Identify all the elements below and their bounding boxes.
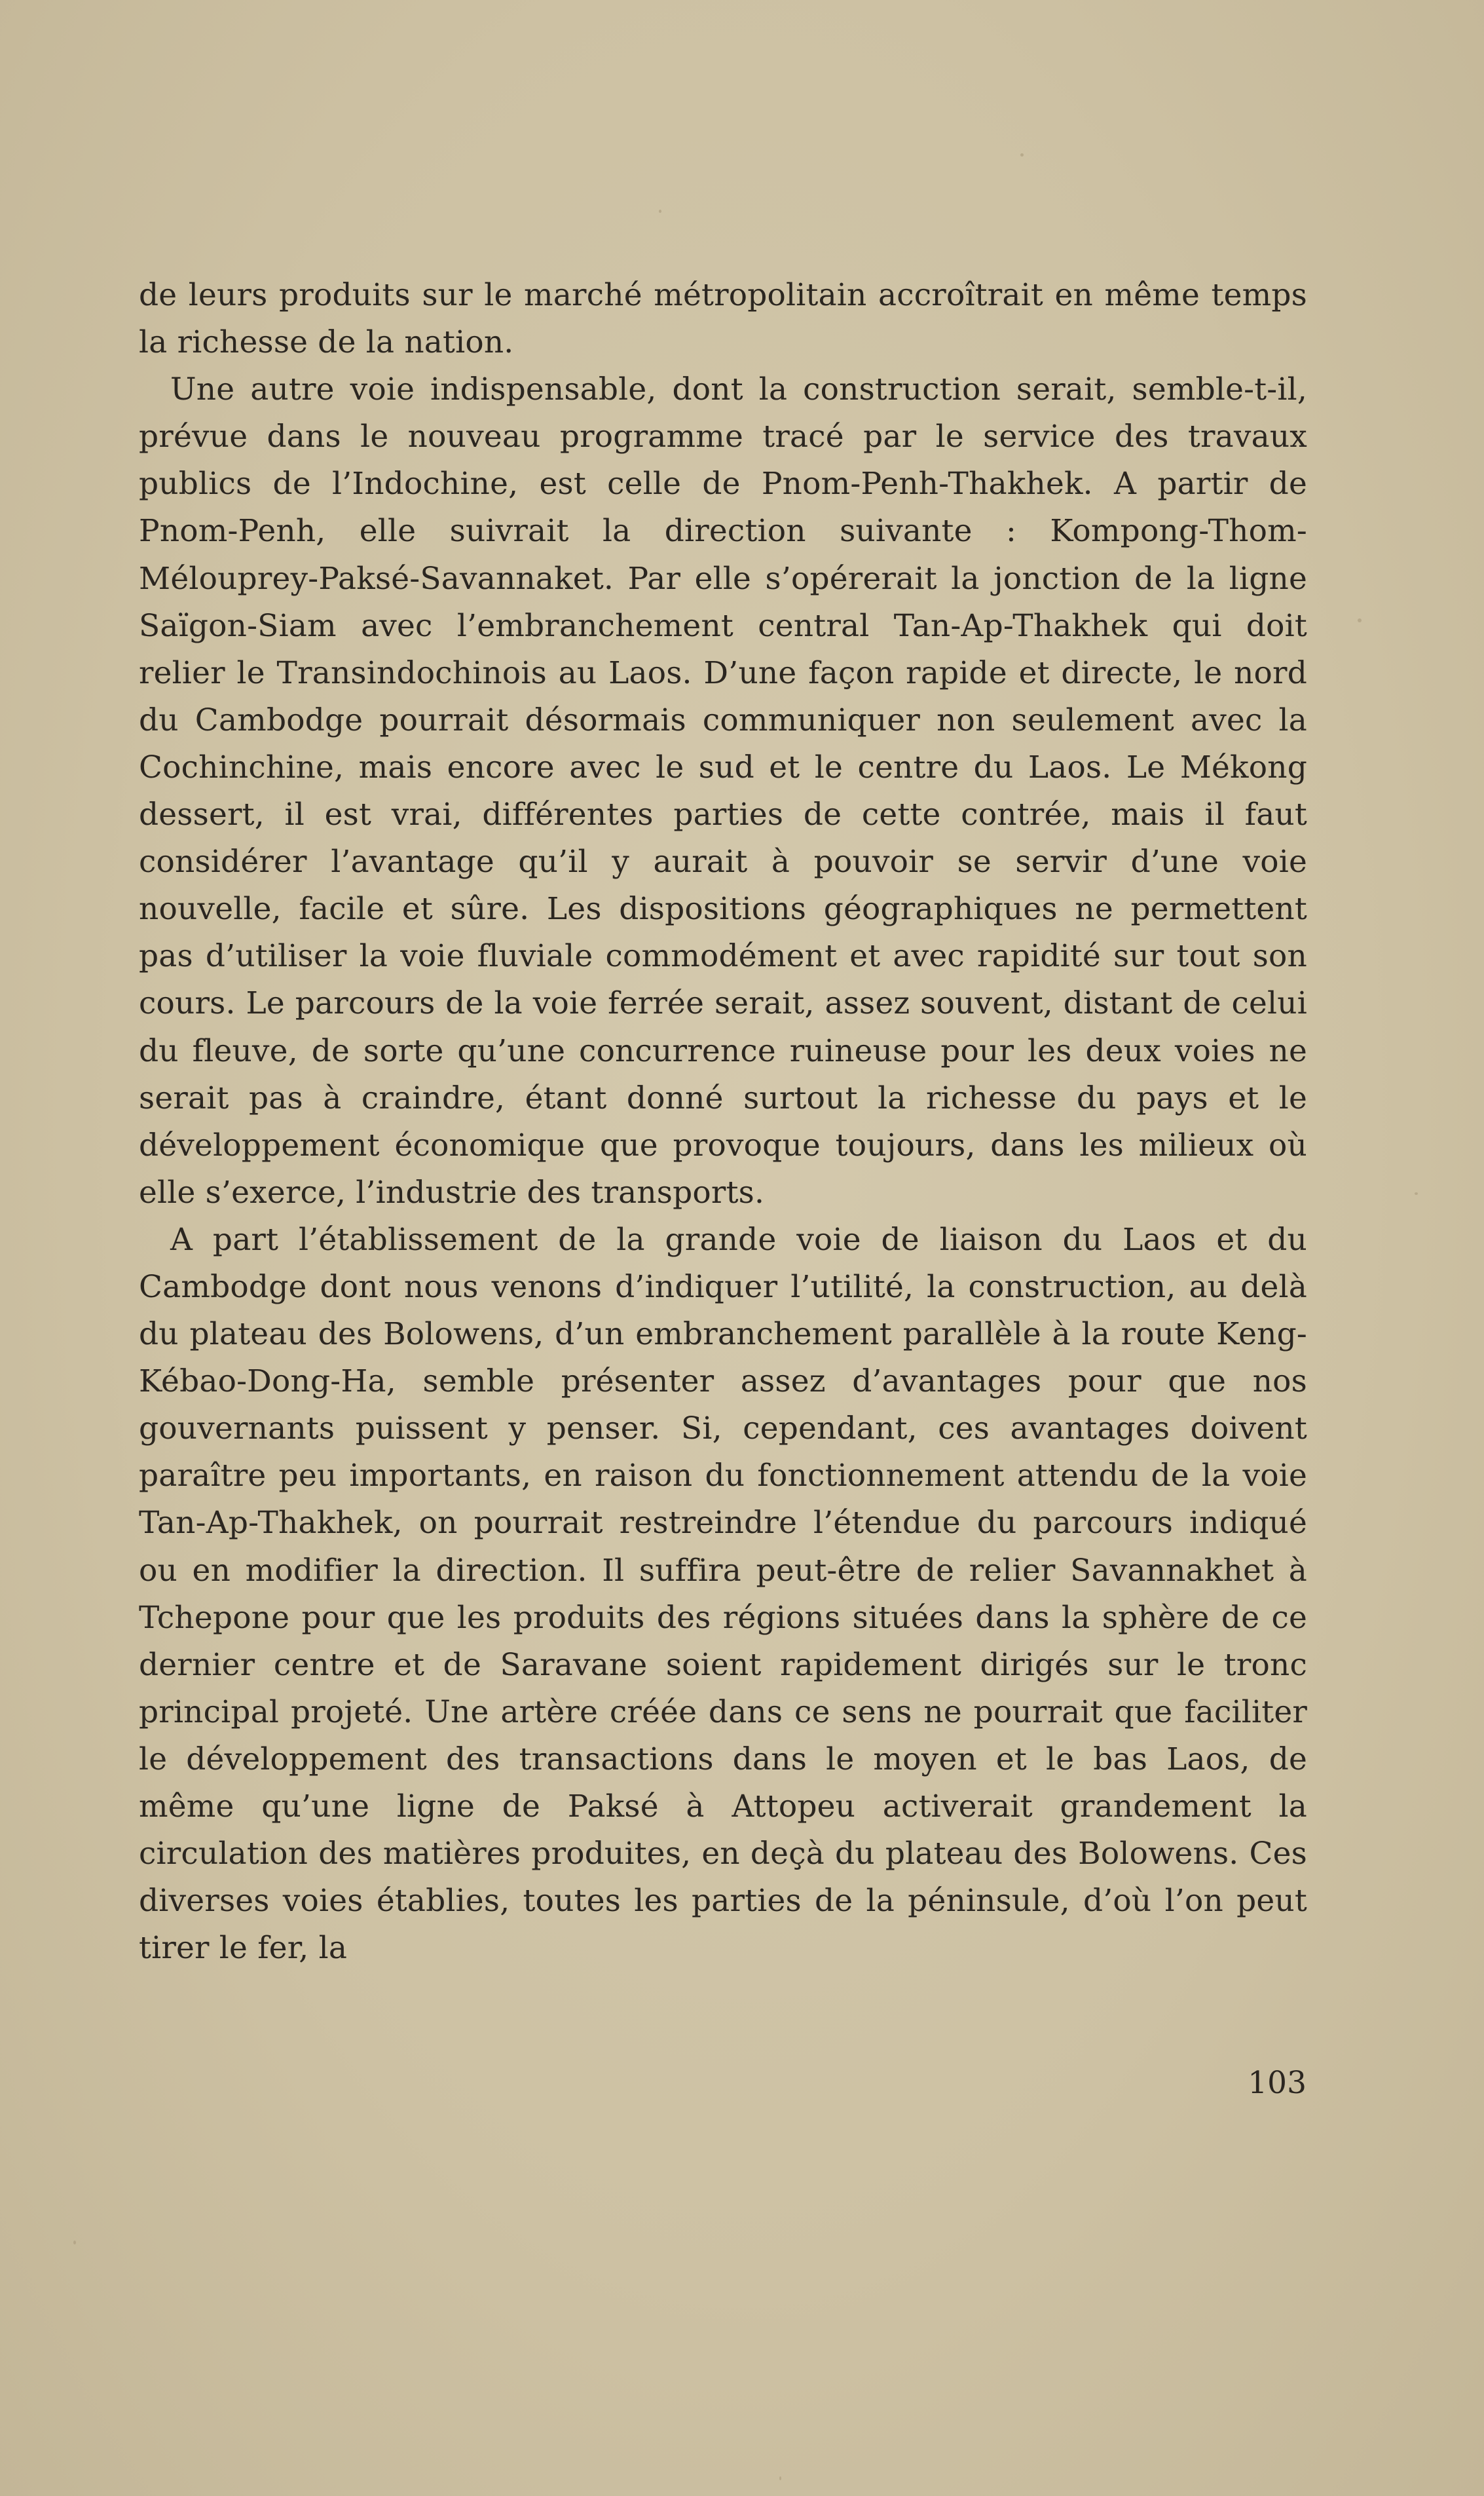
paper-speck xyxy=(1358,618,1362,622)
paragraph: A part l’établissement de la grande voie de liaison du Laos et du Cambodge dont nous venons d’indiquer l’utilité, la construction, au delà du plateau des Bolowens, d’un embranchement parallèle à la route Keng-Kébao-Dong-Ha, semble présenter assez d’avantages pour que nos gouvernants puissent y penser. Si, cependant, ces avantages doivent paraître peu importants, en raison du fonctionnement attendu de la voie Tan-Ap-Thakhek, on pourrait restreindre l’étendue du parcours indiqué ou en modifier la direction. Il suffira peut-être de relier Savannakhet à Tchepone pour que les produits des régions situées dans la sphère de ce dernier centre et de Saravane soient rapidement dirigés sur le tronc principal projeté. Une artère créée dans ce sens ne pourrait que faciliter le développement des transactions dans le moyen et le bas Laos, de même qu’une ligne de Paksé à Attopeu activerait grandement la circulation des matières produites, en deçà du plateau des Bolowens. Ces diverses voies établies, toutes les parties de la péninsule, d’où l’on peut tirer le fer, la xyxy=(139,1221,1307,1967)
paper-speck xyxy=(1415,1192,1418,1195)
page-number: 103 xyxy=(1248,2065,1307,2101)
paper-speck xyxy=(1020,153,1024,157)
body-text xyxy=(139,272,1307,1972)
paper-speck xyxy=(73,2241,76,2244)
paper-speck xyxy=(779,2476,781,2480)
paragraph: de leurs produits sur le marché métropolitain accroîtrait en même temps la richesse de la nation. xyxy=(139,277,1307,361)
paragraph: Une autre voie indispensable, dont la construction serait, semble-t-il, prévue dans le nouveau programme tracé par le service des travaux publics de l’Indochine, est celle de Pnom-Penh-Thakhek. A partir de Pnom-Penh, elle suivrait la direction suivante : Kompong-Thom-Mélouprey-Paksé-Savannaket. Par elle s’opérerait la jonction de la ligne Saïgon-Siam avec l’embranchement central Tan-Ap-Thakhek qui doit relier le Transindochinois au Laos. D’une façon rapide et directe, le nord du Cambodge pourrait désormais communiquer non seulement avec la Cochinchine, mais encore avec le sud et le centre du Laos. Le Mékong dessert, il est vrai, différentes parties de cette contrée, mais il faut considérer l’avantage qu’il y aurait à pouvoir se servir d’une voie nouvelle, facile et sûre. Les dispositions géographiques ne permettent pas d’utiliser la voie fluviale commodément et avec rapidité sur tout son cours. Le parcours de la voie ferrée serait, assez souvent, distant de celui du fleuve, de sorte qu’une concurrence ruineuse pour les deux voies ne serait pas à craindre, étant donné surtout la richesse du pays et le développement économique que provoque toujours, dans les milieux où elle s’exerce, l’industrie des transports. xyxy=(139,371,1307,1211)
paper-speck xyxy=(659,210,661,213)
